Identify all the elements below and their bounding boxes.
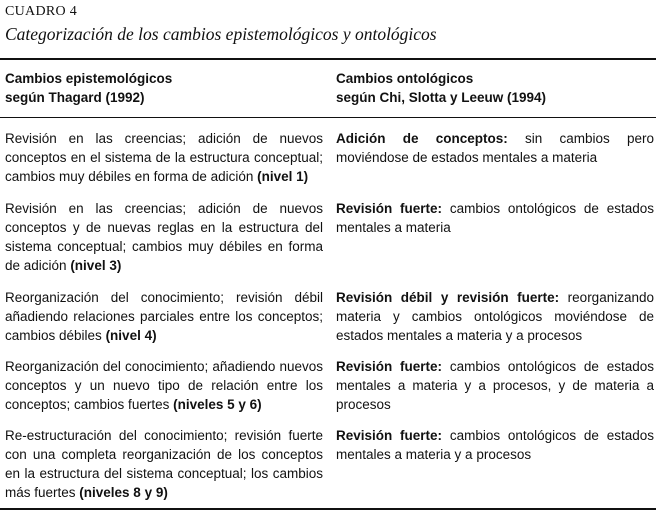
change-type: Revisión débil y revisión fuerte: — [336, 290, 560, 305]
change-level: (nivel 1) — [257, 169, 309, 184]
epistemological-change-cell: Revisión en las creencias; adición de nuevos conceptos y de nuevas reglas en la estructura del sistema conceptual; cambios muy débiles en forma de adición (nivel 3) — [5, 201, 323, 273]
ontological-change-cell: Revisión fuerte: cambios ontológicos de estados mentales a materia y a procesos — [336, 428, 654, 462]
epistemological-change-cell: Revisión en las creencias; adición de nuevos conceptos en el sistema de la estructura conceptual; cambios muy débiles en forma de adición (nivel 1) — [5, 131, 323, 184]
ontological-change-cell: Revisión fuerte: cambios ontológicos de estados mentales a materia y a procesos, y de materia a procesos — [336, 359, 654, 412]
column-header-ontological — [336, 69, 654, 107]
change-level: (nivel 4) — [105, 328, 157, 343]
column-header-left-line2: según Thagard (1992) — [5, 90, 145, 105]
change-type: Revisión fuerte: — [336, 359, 443, 374]
epistemological-change-cell: Reorganización del conocimiento; revisión débil añadiendo relaciones parciales entre los conceptos; cambios débiles (nivel 4) — [5, 290, 323, 343]
table-bottom-rule — [0, 508, 656, 510]
change-type: Adición de conceptos: — [336, 131, 508, 146]
column-header-left-line1: Cambios epistemológicos — [5, 71, 173, 86]
table-top-rule — [0, 58, 656, 60]
change-level: (niveles 5 y 6) — [173, 397, 262, 412]
change-level: (nivel 3) — [70, 258, 122, 273]
change-level: (niveles 8 y 9) — [79, 485, 168, 500]
ontological-change-cell: Revisión débil y revisión fuerte: reorganizando materia y cambios ontológicos moviéndose de estados mentales a materia y a procesos — [336, 290, 654, 343]
change-type: Revisión fuerte: — [336, 428, 443, 443]
column-header-right-line1: Cambios ontológicos — [336, 71, 474, 86]
epistemological-change-cell: Reorganización del conocimiento; añadiendo nuevos conceptos y un nuevo tipo de relación entre los conceptos; cambios fuertes (niveles 5 y 6) — [5, 359, 323, 412]
table-header-rule — [0, 117, 656, 118]
ontological-change-cell: Revisión fuerte: cambios ontológicos de estados mentales a materia — [336, 201, 654, 235]
column-header-epistemological — [5, 69, 323, 107]
table-caption-label: CUADRO 4 — [5, 4, 78, 19]
ontological-change-cell: Adición de conceptos: sin cambios pero moviéndose de estados mentales a materia — [336, 131, 654, 165]
column-header-right-line2: según Chi, Slotta y Leeuw (1994) — [336, 90, 547, 105]
change-type: Revisión fuerte: — [336, 201, 443, 216]
epistemological-change-cell: Re-estructuración del conocimiento; revisión fuerte con una completa reorganización de los conceptos en la estructura del sistema conceptual; los cambios más fuertes (niveles 8 y 9) — [5, 428, 323, 500]
table-caption-title: Categorización de los cambios epistemológicos y ontológicos — [5, 24, 437, 44]
